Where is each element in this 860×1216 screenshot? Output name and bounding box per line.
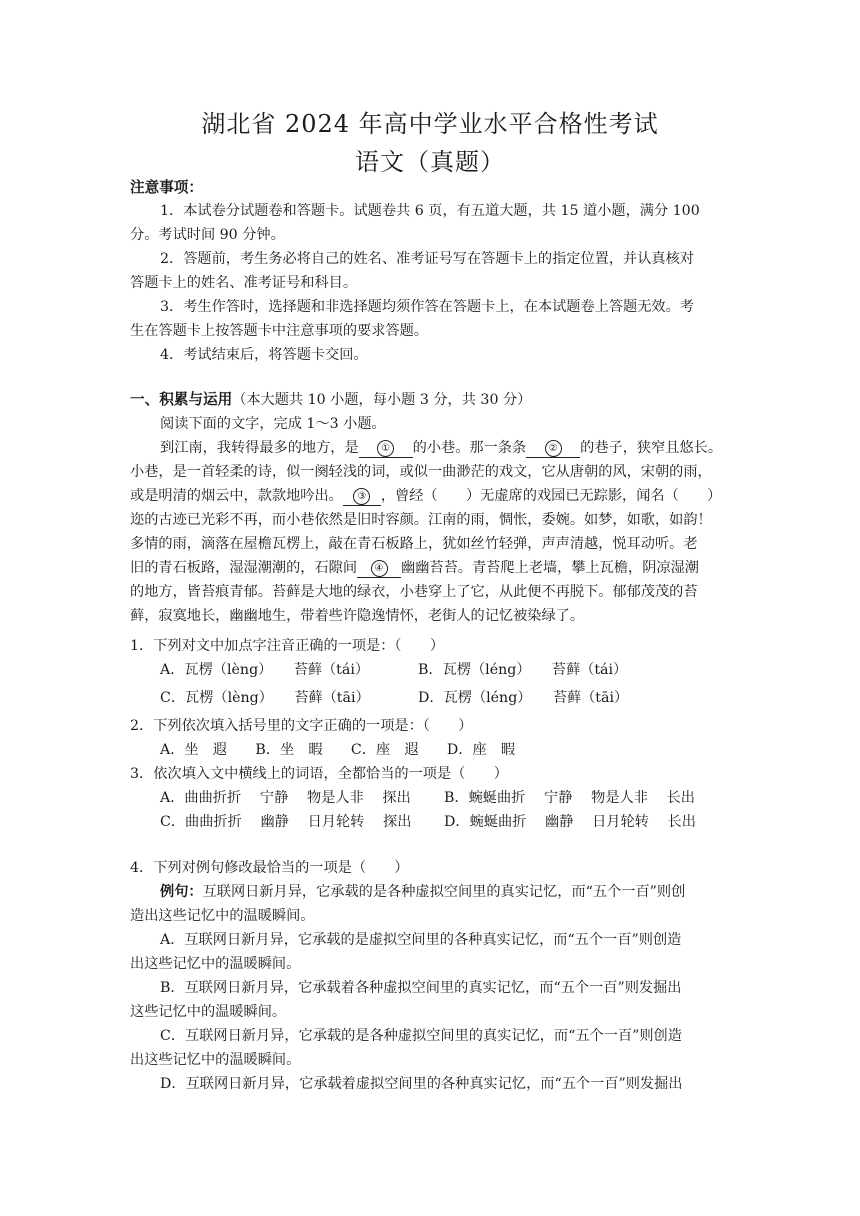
question-3-option-d: D．蜿蜒曲折 幽静 日月轮转 长出 [444, 814, 696, 830]
question-4-option-b: B．互联网日新月异，它承载着各种虚拟空间里的真实记忆，而“五个一百”则发掘出 [160, 980, 682, 996]
notice-line: 2．答题前，考生务必将自己的姓名、准考证号写在答题卡上的指定位置，并认真核对 [160, 251, 694, 267]
passage-text: 旧的青石板路，湿湿潮潮的，石隙间 [130, 560, 358, 576]
exam-subtitle: 语文（真题） [355, 148, 505, 176]
blank-number: ④ [371, 560, 388, 577]
passage-text: ，曾经（ ）无虚席的戏园已无踪影，闻名（ ） [380, 488, 722, 504]
question-1-option-a: A．瓦楞（lèng） 苔藓（tái） [160, 662, 370, 678]
notice-line: 3．考生作答时，选择题和非选择题均须作答在答题卡上，在本试题卷上答题无效。考 [160, 299, 694, 315]
passage-line: 迩的古迹已光彩不再，而小巷依然是旧时容颜。江南的雨，惆怅，委婉。如梦，如歌，如韵！ [130, 512, 712, 528]
blank-number: ① [377, 440, 394, 457]
passage-text: 或是明清的烟云中，款款地吟出。 [130, 488, 343, 504]
passage-text: 幽幽苔苔。青苔爬上老墙，攀上瓦檐，阴凉湿潮 [401, 560, 699, 576]
notice-line: 4．考试结束后，将答题卡交回。 [160, 347, 368, 363]
notice-line: 答题卡上的姓名、准考证号和科目。 [130, 275, 358, 291]
notice-line: 生在答题卡上按答题卡中注意事项的要求答题。 [130, 323, 428, 339]
passage-text: 的小巷。那一条条 [412, 440, 527, 456]
question-1-option-b: B．瓦楞（léng） 苔藓（tái） [418, 662, 628, 678]
question-4-example [160, 882, 685, 902]
passage-line: 多情的雨，滴落在屋檐瓦楞上，敲在青石板路上，犹如丝竹轻弹，声声清越，悦耳动听。老 [130, 536, 698, 552]
question-2-stem: 2．下列依次填入括号里的文字正确的一项是：（ ） [130, 718, 473, 734]
passage-line [130, 558, 699, 578]
fill-blank-1 [359, 440, 413, 458]
question-4-example-cont: 造出这些记忆中的温暖瞬间。 [130, 908, 315, 924]
question-4-option-b-cont: 这些记忆中的温暖瞬间。 [130, 1004, 287, 1020]
passage-line [160, 438, 722, 458]
question-4-option-c: C．互联网日新月异，它承载的是各种虚拟空间里的真实记忆，而“五个一百”则创造 [160, 1028, 682, 1044]
fill-blank-4 [357, 560, 401, 578]
passage-line [130, 486, 721, 506]
question-3-option-c: C．曲曲折折 幽静 日月轮转 探出 [160, 814, 412, 830]
blank-number: ② [545, 440, 562, 457]
question-4-option-c-cont: 出这些记忆中的温暖瞬间。 [130, 1052, 301, 1068]
fill-blank-2 [526, 440, 580, 458]
question-1-stem: 1．下列对文中加点字注音正确的一项是：（ ） [130, 638, 445, 654]
passage-line: 的地方，皆苔痕青郁。苔藓是大地的绿衣，小巷穿上了它，从此便不再脱下。郁郁茂茂的苔 [130, 584, 698, 600]
blank-number: ③ [353, 488, 370, 505]
section1-heading: 一、积累与运用 [130, 391, 233, 408]
question-4-option-d: D．互联网日新月异，它承载着虚拟空间里的各种真实记忆，而“五个一百”则发掘出 [160, 1076, 683, 1092]
question-1-option-d: D．瓦楞（léng） 苔藓（tāi） [418, 690, 629, 706]
question-3-option-b: B．蜿蜒曲折 宁静 物是人非 长出 [444, 790, 695, 806]
question-1-option-c: C．瓦楞（lèng） 苔藓（tāi） [160, 690, 370, 706]
question-4-option-a-cont: 出这些记忆中的温暖瞬间。 [130, 956, 301, 972]
notice-heading: 注意事项： [130, 179, 203, 196]
passage-text: 到江南，我转得最多的地方，是 [160, 440, 359, 456]
section1-heading-note: （本大题共 10 小题，每小题 3 分，共 30 分） [232, 392, 532, 408]
example-text: 互联网日新月异，它承载的是各种虚拟空间里的真实记忆，而“五个一百”则创 [202, 884, 686, 900]
passage-line: 小巷，是一首轻柔的诗，似一阕轻浅的词，或似一曲渺茫的戏文，它从唐朝的风，宋朝的雨， [130, 464, 712, 480]
question-3-stem: 3．依次填入文中横线上的词语，全都恰当的一项是（ ） [130, 766, 508, 782]
example-label: 例句： [160, 884, 203, 900]
notice-line: 1．本试卷分试题卷和答题卡。试题卷共 6 页，有五道大题，共 15 道小题，满分 100 [160, 203, 700, 219]
question-4-option-a: A．互联网日新月异，它承载的是虚拟空间里的各种真实记忆，而“五个一百”则创造 [160, 932, 682, 948]
passage-line: 藓，寂寞地长，幽幽地生，带着些许隐逸情怀，老街人的记忆被染绿了。 [130, 608, 585, 624]
question-2-options: A．坐 遐 B．坐 暇 C．座 遐 D．座 暇 [160, 742, 516, 758]
fill-blank-3 [343, 488, 381, 506]
notice-line: 分。考试时间 90 分钟。 [130, 227, 285, 243]
question-4-stem: 4．下列对例句修改最恰当的一项是（ ） [130, 860, 409, 876]
section1-instruction: 阅读下面的文字，完成 1～3 小题。 [160, 416, 386, 432]
question-3-option-a: A．曲曲折折 宁静 物是人非 探出 [160, 790, 411, 806]
passage-text: 的巷子，狭窄且悠长。 [580, 440, 723, 456]
exam-title: 湖北省 2024 年高中学业水平合格性考试 [201, 110, 659, 138]
section1-heading-row [130, 390, 531, 410]
